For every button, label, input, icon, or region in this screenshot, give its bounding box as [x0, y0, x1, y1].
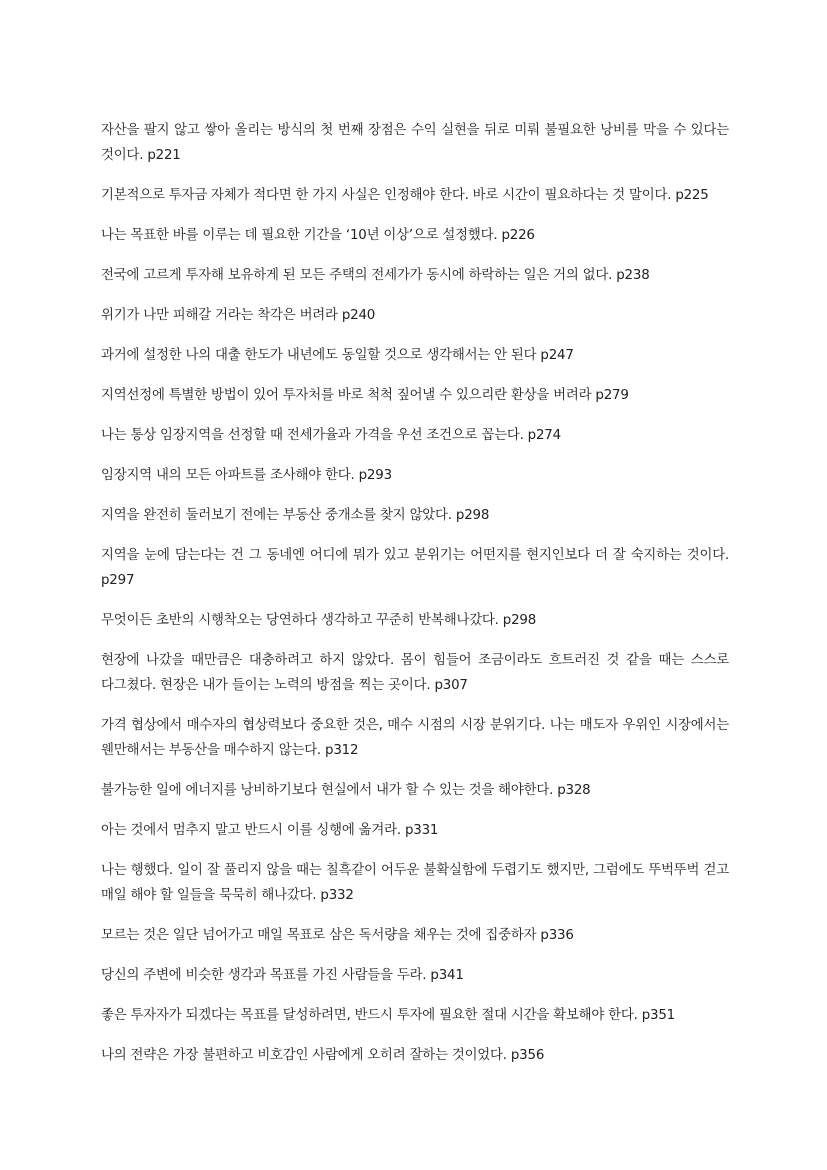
quote-paragraph: 지역을 완전히 둘러보기 전에는 부동산 중개소를 찾지 않았다. p298 — [101, 508, 490, 523]
quote-paragraph: 나는 행했다. 일이 잘 풀리지 않을 때는 칠흑같이 어두운 불확실함에 두렵기도 했지만, 그럼에도 뚜벅뚜벅 걷고 매일 해야 할 일들을 묵묵히 해나갔다. p332 — [101, 863, 729, 903]
quote-paragraph: 위기가 나만 피해갈 거라는 착각은 버려라 p240 — [101, 308, 376, 323]
quote-paragraph: 지역선정에 특별한 방법이 있어 투자처를 바로 척척 짚어낼 수 있으리란 환상을 버려라 p279 — [101, 388, 629, 403]
quote-paragraph: 현장에 나갔을 때만큼은 대충하려고 하지 않았다. 몸이 힘들어 조금이라도 흐트러진 것 같을 때는 스스로 다그쳤다. 현장은 내가 들이는 노력의 방점을 찍는 곳이다. p307 — [101, 653, 729, 693]
quote-paragraph: 아는 것에서 멈추지 말고 반드시 이를 싱행에 옮겨라. p331 — [101, 823, 439, 838]
quote-paragraph: 좋은 투자자가 되겠다는 목표를 달성하려면, 반드시 투자에 필요한 절대 시간을 확보해야 한다. p351 — [101, 1008, 675, 1023]
quote-paragraph: 지역을 눈에 담는다는 건 그 동네엔 어디에 뭐가 있고 분위기는 어떤지를 현지인보다 더 잘 숙지하는 것이다. p297 — [101, 548, 729, 588]
quote-paragraph: 불가능한 일에 에너지를 낭비하기보다 현실에서 내가 할 수 있는 것을 해야한다. p328 — [101, 783, 591, 798]
quote-paragraph: 당신의 주변에 비슷한 생각과 목표를 가진 사람들을 두라. p341 — [101, 968, 464, 983]
quote-list — [101, 118, 729, 1083]
quote-paragraph: 나의 전략은 가장 불편하고 비호감인 사람에게 오히려 잘하는 것이었다. p356 — [101, 1048, 545, 1063]
quote-paragraph: 나는 통상 임장지역을 선정할 때 전세가율과 가격을 우선 조건으로 꼽는다. p274 — [101, 428, 561, 443]
quote-paragraph: 나는 목표한 바를 이루는 데 필요한 기간을 ‘10년 이상’으로 설정했다. p226 — [101, 228, 535, 243]
quote-paragraph: 기본적으로 투자금 자체가 적다면 한 가지 사실은 인정해야 한다. 바로 시간이 필요하다는 것 말이다. p225 — [101, 188, 709, 203]
quote-paragraph: 가격 협상에서 매수자의 협상력보다 중요한 것은, 매수 시점의 시장 분위기다. 나는 매도자 우위인 시장에서는 웬만해서는 부동산을 매수하지 않는다. p312 — [101, 718, 729, 758]
quote-paragraph: 과거에 설정한 나의 대출 한도가 내년에도 동일할 것으로 생각해서는 안 된다 p247 — [101, 348, 574, 363]
quote-paragraph: 자산을 팔지 않고 쌓아 올리는 방식의 첫 번째 장점은 수익 실현을 뒤로 미뤄 불필요한 낭비를 막을 수 있다는 것이다. p221 — [101, 123, 729, 163]
quote-paragraph: 모르는 것은 일단 넘어가고 매일 목표로 삼은 독서량을 채우는 것에 집중하자 p336 — [101, 928, 574, 943]
quote-paragraph: 임장지역 내의 모든 아파트를 조사해야 한다. p293 — [101, 468, 392, 483]
quote-paragraph: 전국에 고르게 투자해 보유하게 된 모든 주택의 전세가가 동시에 하락하는 일은 거의 없다. p238 — [101, 268, 650, 283]
quote-paragraph: 무엇이든 초반의 시행착오는 당연하다 생각하고 꾸준히 반복해나갔다. p298 — [101, 613, 537, 628]
